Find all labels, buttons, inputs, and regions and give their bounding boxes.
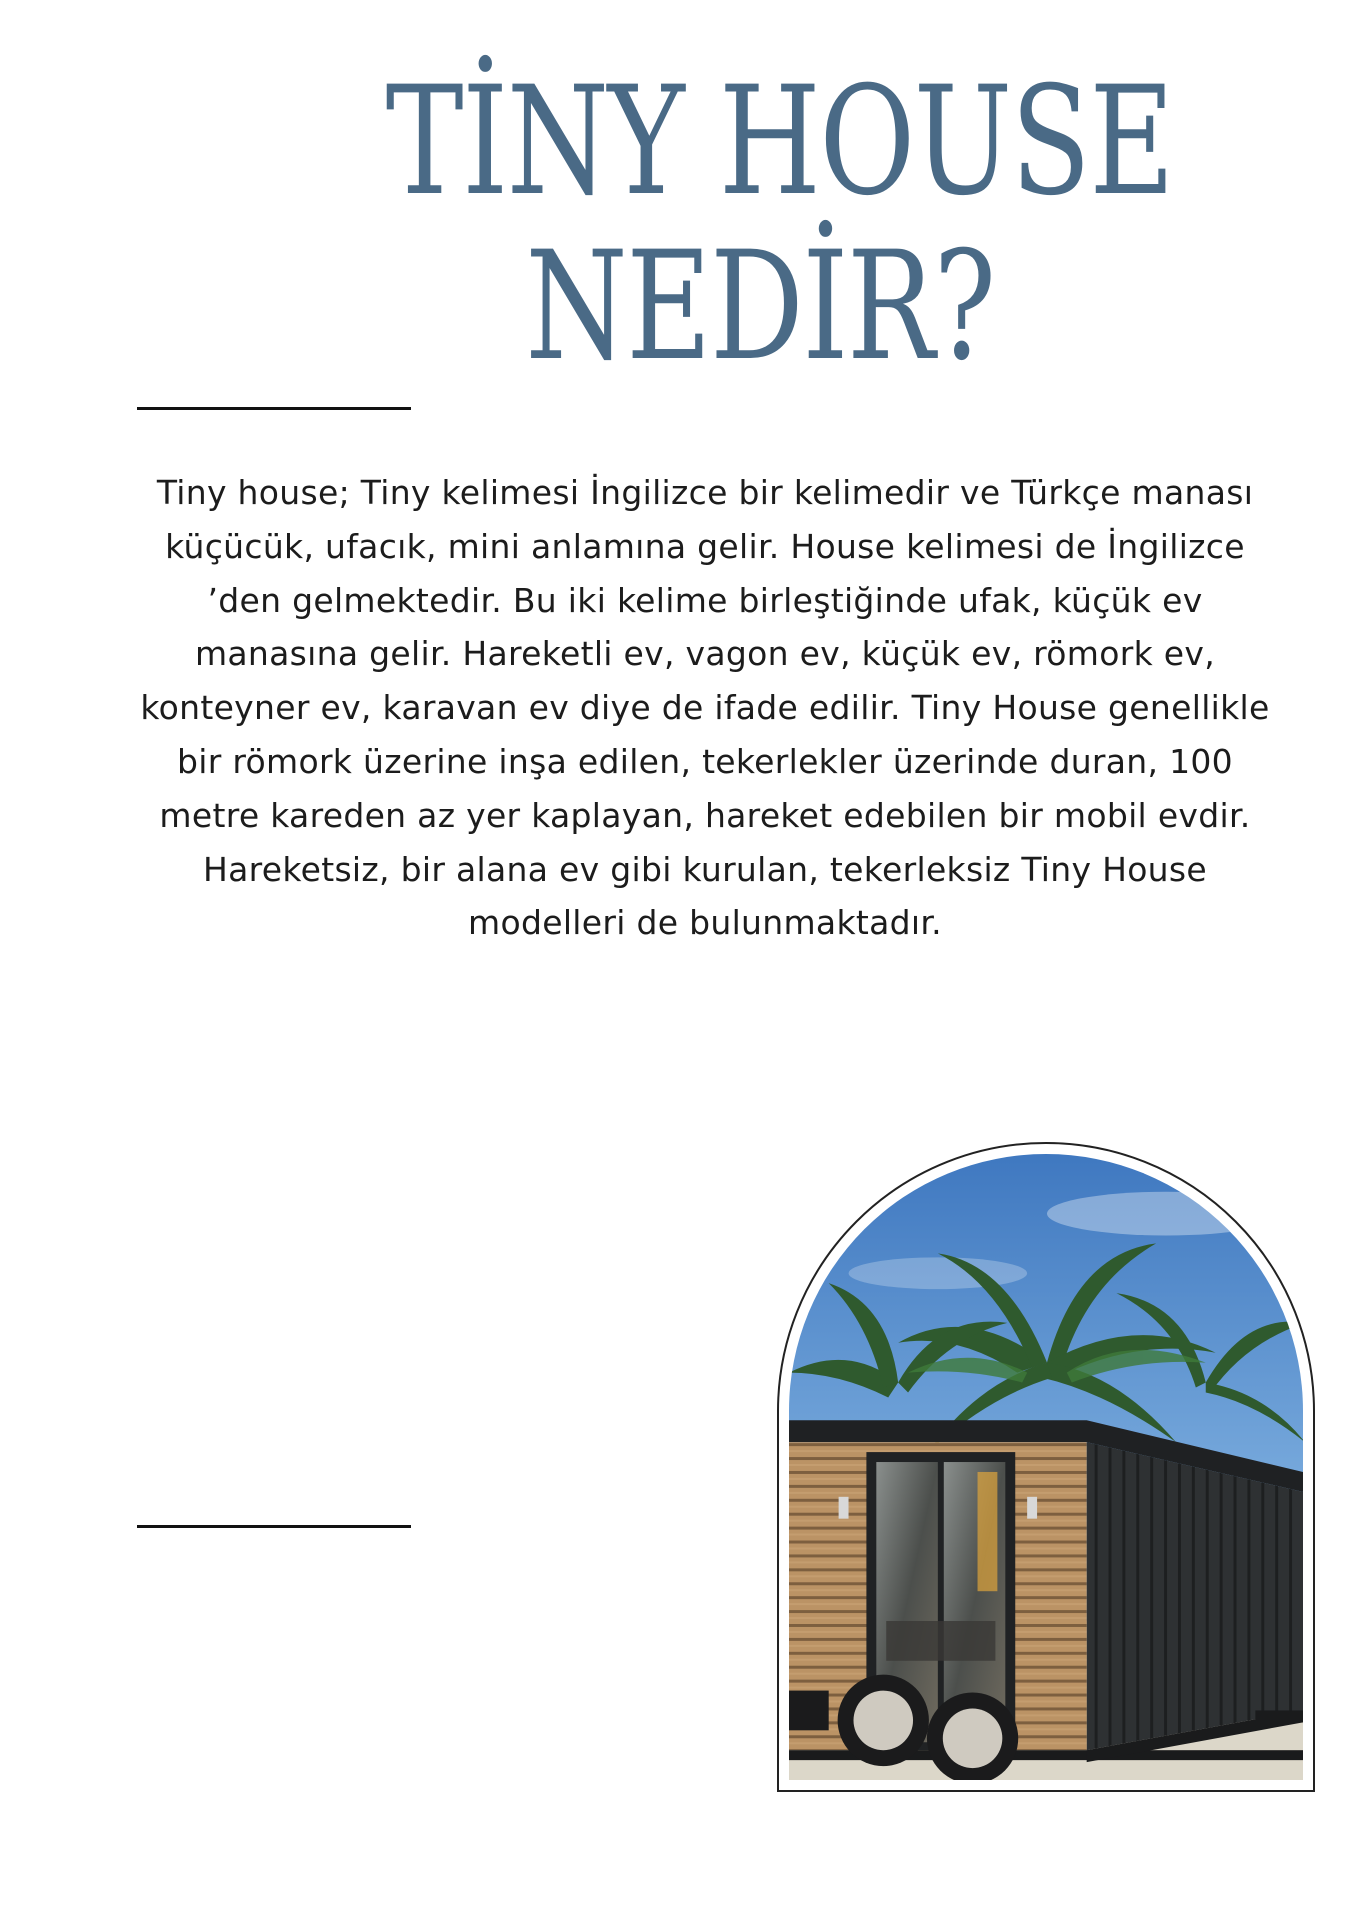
side-wall bbox=[1087, 1442, 1303, 1750]
divider-top bbox=[137, 407, 411, 410]
tiny-house-photo bbox=[789, 1154, 1303, 1780]
title-line-1: TİNY HOUSE bbox=[385, 55, 1174, 229]
arch-photo-frame bbox=[777, 1142, 1315, 1792]
divider-bottom bbox=[137, 1525, 411, 1528]
title-line-2: NEDİR? bbox=[525, 220, 995, 394]
page-title bbox=[385, 55, 1174, 394]
tiny-house-illustration bbox=[789, 1154, 1303, 1780]
description-paragraph: Tiny house; Tiny kelimesi İngilizce bir kelimedir ve Türkçe manası küçücük, ufacık, mini anlamına gelir. House kelimesi de İngilizce ’den gelmektedir. Bu iki kelime birleştiğinde ufak, küçük ev manasına gelir. Hareketli ev, vagon ev, küçük ev, römork ev, konteyner ev, karavan ev diye de ifade edilir. Tiny House genellikle bir römork üzerine inşa edilen, tekerlekler üzerinde duran, 100 metre kareden az yer kaplayan, hareket edebilen bir mobil evdir. Hareketsiz, bir alana ev gibi kurulan, tekerleksiz Tiny House modelleri de bulunmaktadır. bbox=[140, 473, 1270, 943]
